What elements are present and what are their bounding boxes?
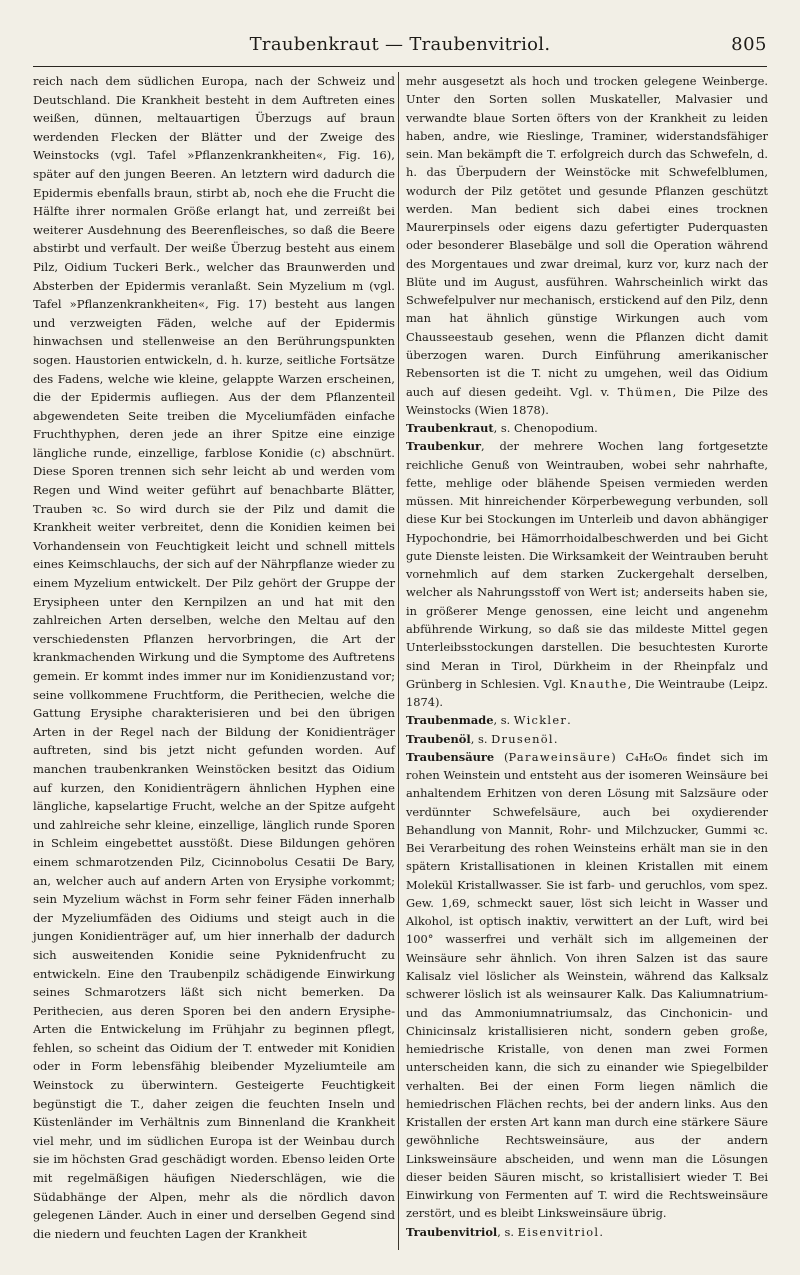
- entry-headword: Traubensäure: [406, 749, 495, 764]
- running-title: Traubenkraut — Traubenvitriol.: [249, 34, 551, 55]
- page-header: [33, 34, 767, 64]
- entry-tail: , Die Weintraube (Leipz. 1874).: [406, 676, 768, 710]
- synonym: Paraweinsäure: [508, 749, 612, 764]
- author-name: Knauthe: [569, 676, 628, 691]
- entry-headword: Traubenkraut: [406, 421, 494, 436]
- right-column: [406, 72, 768, 1241]
- entry-traubenkraut: [406, 419, 768, 437]
- paragraph-tail: , Die Pilze des Weinstocks (Wien 1878).: [406, 384, 768, 417]
- left-column: [33, 72, 395, 1243]
- entry-body: , s.: [493, 713, 514, 728]
- cross-reference: Drusenöl: [491, 731, 554, 746]
- page-number: 805: [731, 34, 767, 55]
- entry-traubenkur: [406, 437, 768, 711]
- header-rule: [33, 66, 767, 67]
- entry-end: .: [599, 1224, 603, 1239]
- entry-headword: Traubenmade: [406, 713, 494, 728]
- entry-body: , s.: [497, 1224, 518, 1239]
- entry-traubensaeure: [406, 748, 768, 1223]
- entry-headword: Traubenvitriol: [406, 1224, 498, 1239]
- entry-body: ) C₄H₆O₆ findet sich im rohen Weinstein und entsteht aus der isomeren Weinsäure bei anhaltendem Erhitzen von deren Lösung mit Salzsäure oder verdünnter Schwefelsäure, auch bei oxydierender Behandlung von Mannit, Rohr- und Milchzucker, Gummi ꝛc. Bei Verarbeitung des rohen Weinsteins erhält man sie in den spätern Kristallisationen in kleinen Kristallen mit einem Molekül Kristallwasser. Sie ist farb- und geruchlos, vom spez. Gew. 1,69, schmeckt sauer, löst sich leicht in Wasser und Alkohol, ist optisch inaktiv, verwittert an der Luft, wird bei 100° wasserfrei und verhält sich im allgemeinen der Weinsäure sehr ähnlich. Von ihren Salzen ist das saure Kalisalz viel löslicher als Weinstein, während das Kalksalz schwerer löslich ist als weinsaurer Kalk. Das Kaliumnatrium- und das Ammoniumnatriumsalz, das Cinchonicin- und Chinicinsalz kristallisieren nicht, sondern geben große, hemiedrische Kristalle, von denen man zwei Formen unterscheiden kann, die sich zu einander wie Spiegelbilder verhalten. Bei der einen Form liegen nämlich die hemiedrischen Flächen rechts, bei der andern links. Aus den Kristallen der ersten Art kann man durch eine stärkere Säure gewöhnliche Rechtsweinsäure, aus der andern Linksweinsäure abscheiden, und wenn man die Lösungen dieser beiden Säuren mischt, so kristallisiert wieder T. Bei Einwirkung von Fermenten auf T. wird die Rechtsweinsäure zerstört, und es bleibt Linksweinsäure übrig.: [406, 749, 768, 1221]
- entry-traubenoel: [406, 730, 768, 748]
- entry-body: , s. Chenopodium.: [493, 421, 598, 436]
- grape-disease-text-continued: [406, 72, 768, 419]
- grape-disease-text: reich nach dem südlichen Europa, nach der Schweiz und Deutschland. Die Krankheit besteht in dem Auftreten eines weißen, dünnen, meltauartigen Überzugs auf braun werdenden Flecken der Blätter und der Zweige des Weinstocks (vgl. Tafel »Pflanzenkrankheiten«, Fig. 16), später auf den jungen Beeren. An letztern wird dadurch die Epidermis ebenfalls braun, stirbt ab, noch ehe die Frucht die Hälfte ihrer normalen Größe erlangt hat, und zerreißt bei weiterer Ausdehnung des Beerenfleisches, so daß die Beere abstirbt und verfault. Der weiße Überzug besteht aus einem Pilz, Oidium Tuckeri Berk., welcher das Braunwerden und Absterben der Epidermis veranlaßt. Sein Myzelium m (vgl. Tafel »Pflanzenkrankheiten«, Fig. 17) besteht aus langen und verzweigten Fäden, welche auf der Epidermis hinwachsen und stellenweise an den Berührungspunkten sogen. Haustorien entwickeln, d. h. kurze, seitliche Fortsätze des Fadens, welche wie kleine, gelappte Warzen erscheinen, die der Epidermis aufliegen. Aus der dem Pflanzenteil abgewendeten Seite treiben die Myceliumfäden einfache Fruchthyphen, deren jede an ihrer Spitze eine einzige längliche runde, einzellige, farblose Konidie (c) abschnürt. Diese Sporen trennen sich sehr leicht ab und werden vom Regen und Wind weiter geführt auf benachbarte Blätter, Trauben ꝛc. So wird durch sie der Pilz und damit die Krankheit weiter verbreitet, denn die Konidien keimen bei Vorhandensein von Feuchtigkeit leicht und schnell mittels eines Keimschlauchs, der sich auf der Nährpflanze wieder zu einem Myzelium entwickelt. Der Pilz gehört der Gruppe der Erysipheen unter den Kernpilzen an und hat mit den zahlreichen Arten derselben, welche den Meltau auf den verschiedensten Pflanzen hervorbringen, die Art der krankmachenden Wirkung und die Symptome des Auftretens gemein. Er kommt indes immer nur im Konidienzustand vor; seine vollkommene Fruchtform, die Perithecien, welche die Gattung Erysiphe charakterisieren und bei den übrigen Arten in der Regel nach der Bildung der Konidienträger auftreten, sind bis jetzt nicht gefunden worden. Auf manchen traubenkranken Weinstöcken besitzt das Oidium auf kurzen, den Konidienträgern ähnlichen Hyphen eine längliche, kapselartige Frucht, welche an der Spitze aufgeht und zahlreiche sehr kleine, einzellige, länglich runde Sporen in Schleim eingebettet ausstößt. Diese Bildungen gehören einem schmarotzenden Pilz, Cicinnobolus Cesatii De Bary, an, welcher auch auf andern Arten von Erysiphe vorkommt; sein Myzelium wächst in Form sehr feiner Fäden innerhalb der Myzeliumfäden des Oidiums und steigt auch in die jungen Konidienträger auf, um hier innerhalb der dadurch sich ausweitenden Konidie seine Pyknidenfrucht zu entwickeln. Eine den Traubenpilz schädigende Einwirkung seines Schmarotzers läßt sich nicht bemerken. Da Perithecien, aus deren Sporen bei den andern Erysiphe-Arten die Entwickelung im Frühjahr zu beginnen pflegt, fehlen, so scheint das Oidium der T. entweder mit Konidien oder in Form lebensfähig bleibender Myzeliumteile am Weinstock zu überwintern. Gesteigerte Feuchtigkeit begünstigt die T., daher zeigen die feuchten Inseln und Küstenländer im Verhältnis zum Binnenland die Krankheit viel mehr, und im südlichen Europa ist der Weinbau durch sie im höchsten Grad geschädigt worden. Ebenso leiden Orte mit regelmäßigen häufigen Niederschlägen, wie die Südabhänge der Alpen, mehr als die nördlich davon gelegenen Länder. Auch in einer und derselben Gegend sind die niedern und feuchten Lagen der Krankheit: [33, 74, 395, 1241]
- entry-end: .: [553, 731, 558, 746]
- author-name: Thümen: [617, 384, 673, 399]
- entry-traubenmade: [406, 711, 768, 729]
- entry-headword: Traubenkur: [406, 439, 481, 454]
- entry-punct: (: [494, 749, 509, 764]
- entry-body: , der mehrere Wochen lang fortgesetzte reichliche Genuß von Weintrauben, wobei sehr nahrhafte, fette, mehlige oder blähende Speisen vermieden werden müssen. Mit hinreichender Körperbewegung verbunden, soll diese Kur bei Stockungen im Unterleib und davon abhängiger Hypochondrie, bei Hämorrhoidalbeschwerden und bei Gicht gute Dienste leisten. Die Wirksamkeit der Weintrauben beruht vornehmlich auf dem starken Zuckergehalt derselben, welcher als Nahrungsstoff von Wert ist; anderseits haben sie, in größerer Menge genossen, eine leicht und angenehm abführende Wirkung, so daß sie das mildeste Mittel gegen Unterleibsstockungen darstellen. Die besuchtesten Kurorte sind Meran in Tirol, Dürkheim in der Rheinpfalz und Grünberg in Schlesien. Vgl.: [406, 439, 768, 691]
- entry-headword: Traubenöl: [406, 731, 471, 746]
- entry-body: , s.: [470, 731, 492, 746]
- cross-reference: Eisenvitriol: [517, 1224, 600, 1239]
- paragraph-text: mehr ausgesetzt als hoch und trocken gelegene Weinberge. Unter den Sorten sollen Muskateller, Malvasier und verwandte blaue Sorten öfters von der Krankheit zu leiden haben, andre, wie Rieslinge, Traminer, widerstandsfähiger sein. Man bekämpft die T. erfolgreich durch das Schwefeln, d. h. das Überpudern der Weinstöcke mit Schwefelblumen, wodurch der Pilz getötet und gesunde Pflanzen geschützt werden. Man bedient sich dabei eines trocknen Maurerpinsels oder eigens dazu gefertigter Puderquasten oder besonderer Blasebälge und soll die Operation während des Morgentaues und zwar dreimal, kurz vor, kurz nach der Blüte und im August, ausführen. Wahrscheinlich wirkt das Schwefelpulver nur mechanisch, erstickend auf den Pilz, denn man hat ähnlich günstige Wirkungen auch vom Chausseestaub gesehen, wenn die Pflanzen dicht damit überzogen waren. Durch Einführung amerikanischer Rebensorten ist die T. nicht zu umgehen, weil das Oidium auch auf diesen gedeiht. Vgl. v.: [406, 74, 768, 399]
- cross-reference: Wickler: [513, 713, 568, 728]
- entry-end: .: [567, 713, 571, 728]
- entry-traubenvitriol: [406, 1223, 768, 1241]
- column-separator: [398, 72, 399, 1250]
